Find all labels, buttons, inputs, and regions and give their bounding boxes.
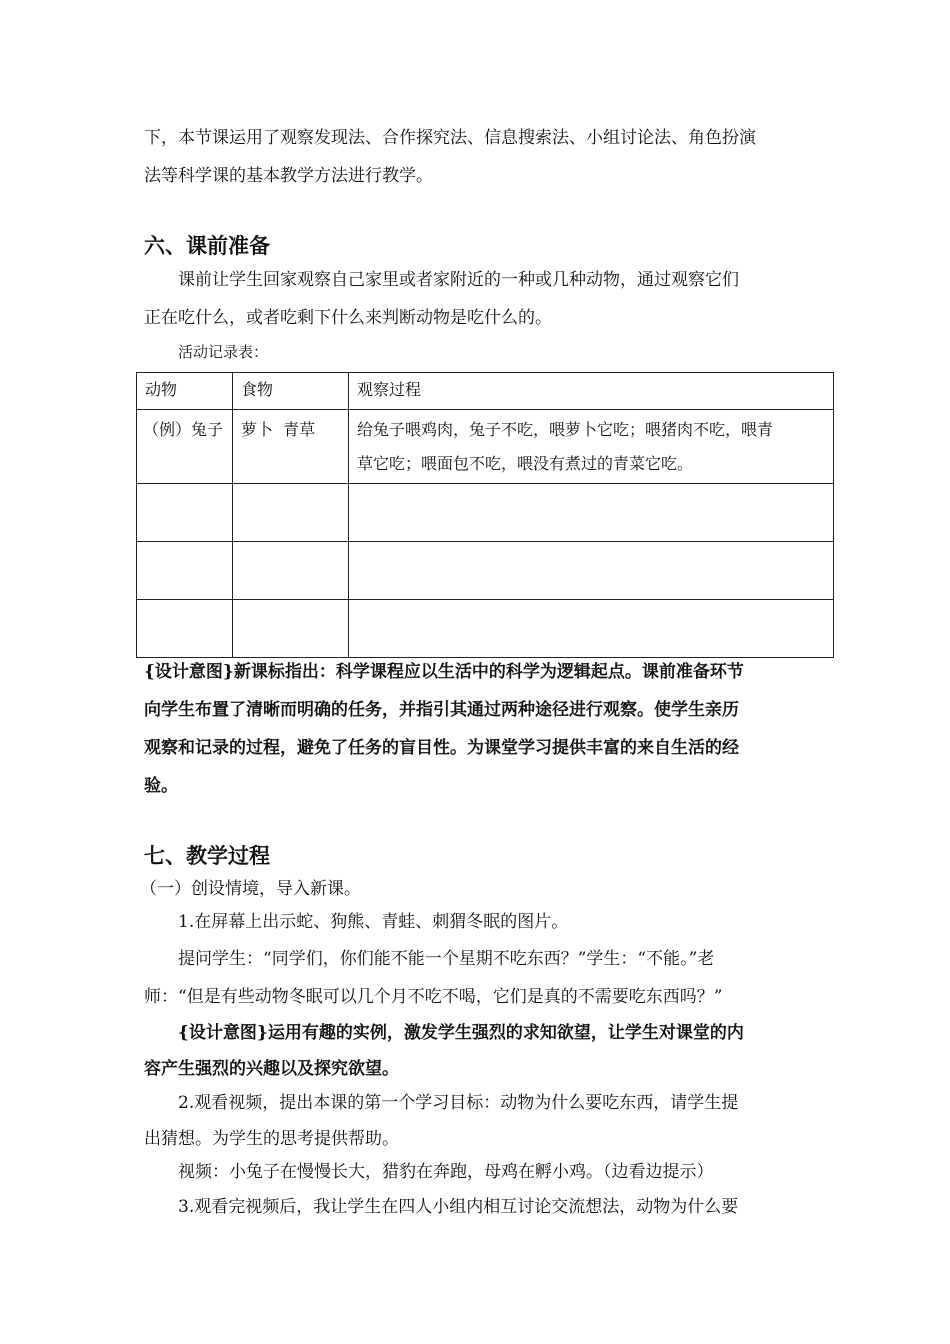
table-row — [137, 600, 834, 658]
section-6-para-line-1: 课前让学生回家观察自己家里或者家附近的一种或几种动物，通过观察它们 — [178, 270, 739, 290]
empty-cell — [233, 600, 349, 658]
subsection-1: （一）创设情境，导入新课。 — [140, 879, 361, 899]
design-intent-1-line-1: {设计意图}新课标指出：科学课程应以生活中的科学为逻辑起点。课前准备环节 — [144, 662, 744, 682]
example-animal: （例）兔子 — [137, 410, 233, 484]
section-7-heading: 七、教学过程 — [144, 843, 270, 868]
header-food: 食物 — [233, 373, 349, 410]
empty-cell — [233, 484, 349, 542]
design-intent-1-line-2: 向学生布置了清晰而明确的任务，并指引其通过两种途径进行观察。使学生亲历 — [144, 700, 739, 720]
empty-cell — [349, 542, 834, 600]
empty-cell — [137, 484, 233, 542]
empty-cell — [233, 542, 349, 600]
intro-line-2: 法等科学课的基本教学方法进行教学。 — [144, 166, 433, 186]
activity-record-table — [136, 372, 834, 658]
design-intent-1-line-3: 观察和记录的过程，避免了任务的盲目性。为课堂学习提供丰富的来自生活的经 — [144, 738, 739, 758]
item-2-line-2: 出猜想。为学生的思考提供帮助。 — [144, 1129, 399, 1149]
design-intent-2-line-1: {设计意图}运用有趣的实例，激发学生强烈的求知欲望，让学生对课堂的内 — [178, 1023, 744, 1043]
example-process — [349, 410, 834, 484]
header-animal: 动物 — [137, 373, 233, 410]
item-1: 1.在屏幕上出示蛇、狗熊、青蛙、刺猬冬眠的图片。 — [178, 912, 569, 932]
table-row-example — [137, 410, 834, 484]
empty-cell — [349, 600, 834, 658]
question-line-1: 提问学生：“同学们，你们能不能一个星期不吃东西？”学生：“不能。”老 — [178, 949, 715, 969]
item-2-line-1: 2.观看视频，提出本课的第一个学习目标：动物为什么要吃东西，请学生提 — [178, 1093, 739, 1113]
table-row — [137, 542, 834, 600]
header-process: 观察过程 — [349, 373, 834, 410]
design-intent-1-line-4: 验。 — [144, 776, 178, 796]
example-food: 萝卜 青草 — [233, 410, 349, 484]
table-header-row — [137, 373, 834, 410]
empty-cell — [137, 600, 233, 658]
design-intent-2-line-2: 容产生强烈的兴趣以及探究欲望。 — [144, 1059, 399, 1079]
item-3: 3.观看完视频后，我让学生在四人小组内相互讨论交流想法，动物为什么要 — [178, 1197, 739, 1217]
empty-cell — [349, 484, 834, 542]
video-description: 视频：小兔子在慢慢长大，猎豹在奔跑，母鸡在孵小鸡。（边看边提示） — [178, 1162, 714, 1182]
section-6-para-line-2: 正在吃什么，或者吃剩下什么来判断动物是吃什么的。 — [144, 308, 552, 328]
question-line-2: 师：“但是有些动物冬眠可以几个月不吃不喝，它们是真的不需要吃东西吗？” — [144, 987, 723, 1007]
table-caption: 活动记录表： — [178, 343, 269, 361]
example-process-line-2: 草它吃；喂面包不吃，喂没有煮过的青菜它吃。 — [357, 454, 694, 473]
section-6-heading: 六、课前准备 — [144, 233, 270, 258]
intro-line-1: 下，本节课运用了观察发现法、合作探究法、信息搜索法、小组讨论法、角色扮演 — [144, 128, 756, 148]
table-row — [137, 484, 834, 542]
empty-cell — [137, 542, 233, 600]
example-process-line-1: 给兔子喂鸡肉，兔子不吃，喂萝卜它吃；喂猪肉不吃，喂青 — [357, 420, 774, 439]
